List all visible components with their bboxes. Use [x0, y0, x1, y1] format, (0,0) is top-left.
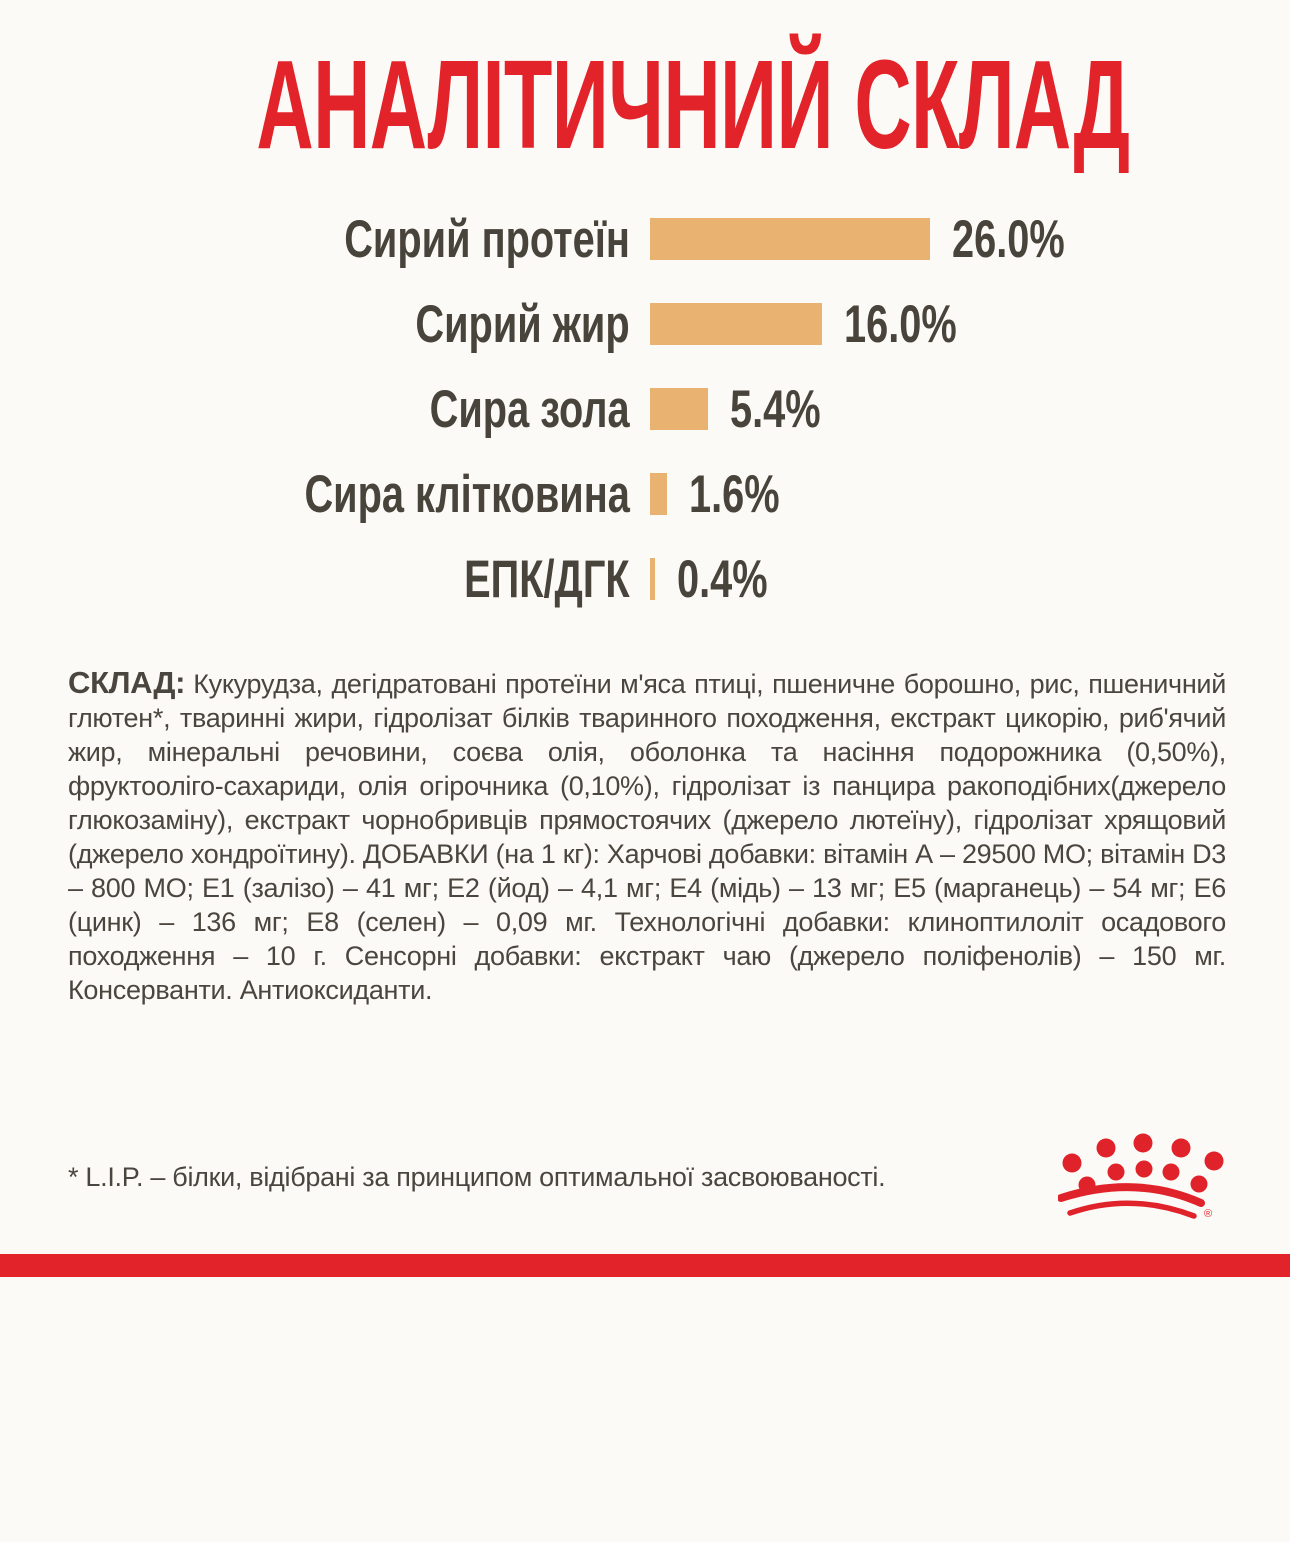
chart-category-label: Сира клітковина — [304, 464, 630, 524]
composition-paragraph — [68, 666, 1226, 1007]
page-title — [0, 34, 1290, 175]
chart-category-label: Сирий протеїн — [344, 209, 630, 269]
chart-value-label: 26.0% — [952, 209, 1065, 269]
chart-value-label: 5.4% — [730, 379, 821, 439]
chart-row — [0, 379, 1290, 439]
chart-bar — [650, 303, 822, 345]
registered-trademark-icon: ® — [1203, 1208, 1213, 1220]
chart-value-label: 1.6% — [689, 464, 780, 524]
composition-body: Кукурудза, дегідратовані протеїни м'яса птиці, пшеничне борошно, рис, пшеничний глютен*, тваринні жири, гідролізат білків тваринного походження, екстракт цикорію, риб'ячий жир, мінеральні речовини, соєва олія, оболонка та насіння подорожника (0,50%), фруктооліго-сахариди, олія огірочника (0,10%), гідролізат із панцира ракоподібних(джерело глюкозаміну), екстракт чорнобривців прямостоячих (джерело лютеїну), гідролізат хрящовий (джерело хондроїтину). ДОБАВКИ (на 1 кг): Харчові добавки: вітамін А – 29500 МО; вітамін D3 – 800 МО; Е1 (залізо) – 41 мг; Е2 (йод) – 4,1 мг; Е4 (мідь) – 13 мг; Е5 (марганець) – 54 мг; Е6 (цинк) – 136 мг; Е8 (селен) – 0,09 мг. Технологічні добавки: клиноптилоліт осадового походження – 10 г. Сенсорні добавки: екстракт чаю (джерело поліфенолів) – 150 мг. Консерванти. Антиоксиданти. — [68, 669, 1226, 1005]
chart-value-label: 16.0% — [844, 294, 957, 354]
chart-row — [0, 209, 1290, 269]
lip-footnote: * L.I.P. – білки, відібрані за принципом оптимальної засвоюваності. — [68, 1162, 886, 1192]
composition-label: СКЛАД: — [68, 665, 186, 700]
chart-row — [0, 464, 1290, 524]
chart-category-label: Сира зола — [430, 379, 630, 439]
bottom-red-stripe — [0, 1254, 1290, 1277]
chart-bar — [650, 473, 667, 515]
crown-icon — [1058, 1128, 1228, 1223]
chart-value-label: 0.4% — [677, 549, 768, 609]
chart-bar — [650, 218, 930, 260]
royal-canin-logo — [1058, 1128, 1228, 1223]
chart-category-label: ЕПК/ДГК — [464, 549, 630, 609]
chart-bar — [650, 558, 655, 600]
chart-bar — [650, 388, 708, 430]
chart-category-label: Сирий жир — [415, 294, 630, 354]
page-title-text: АНАЛІТИЧНИЙ СКЛАД — [256, 34, 1130, 175]
chart-row — [0, 294, 1290, 354]
chart-row — [0, 549, 1290, 609]
